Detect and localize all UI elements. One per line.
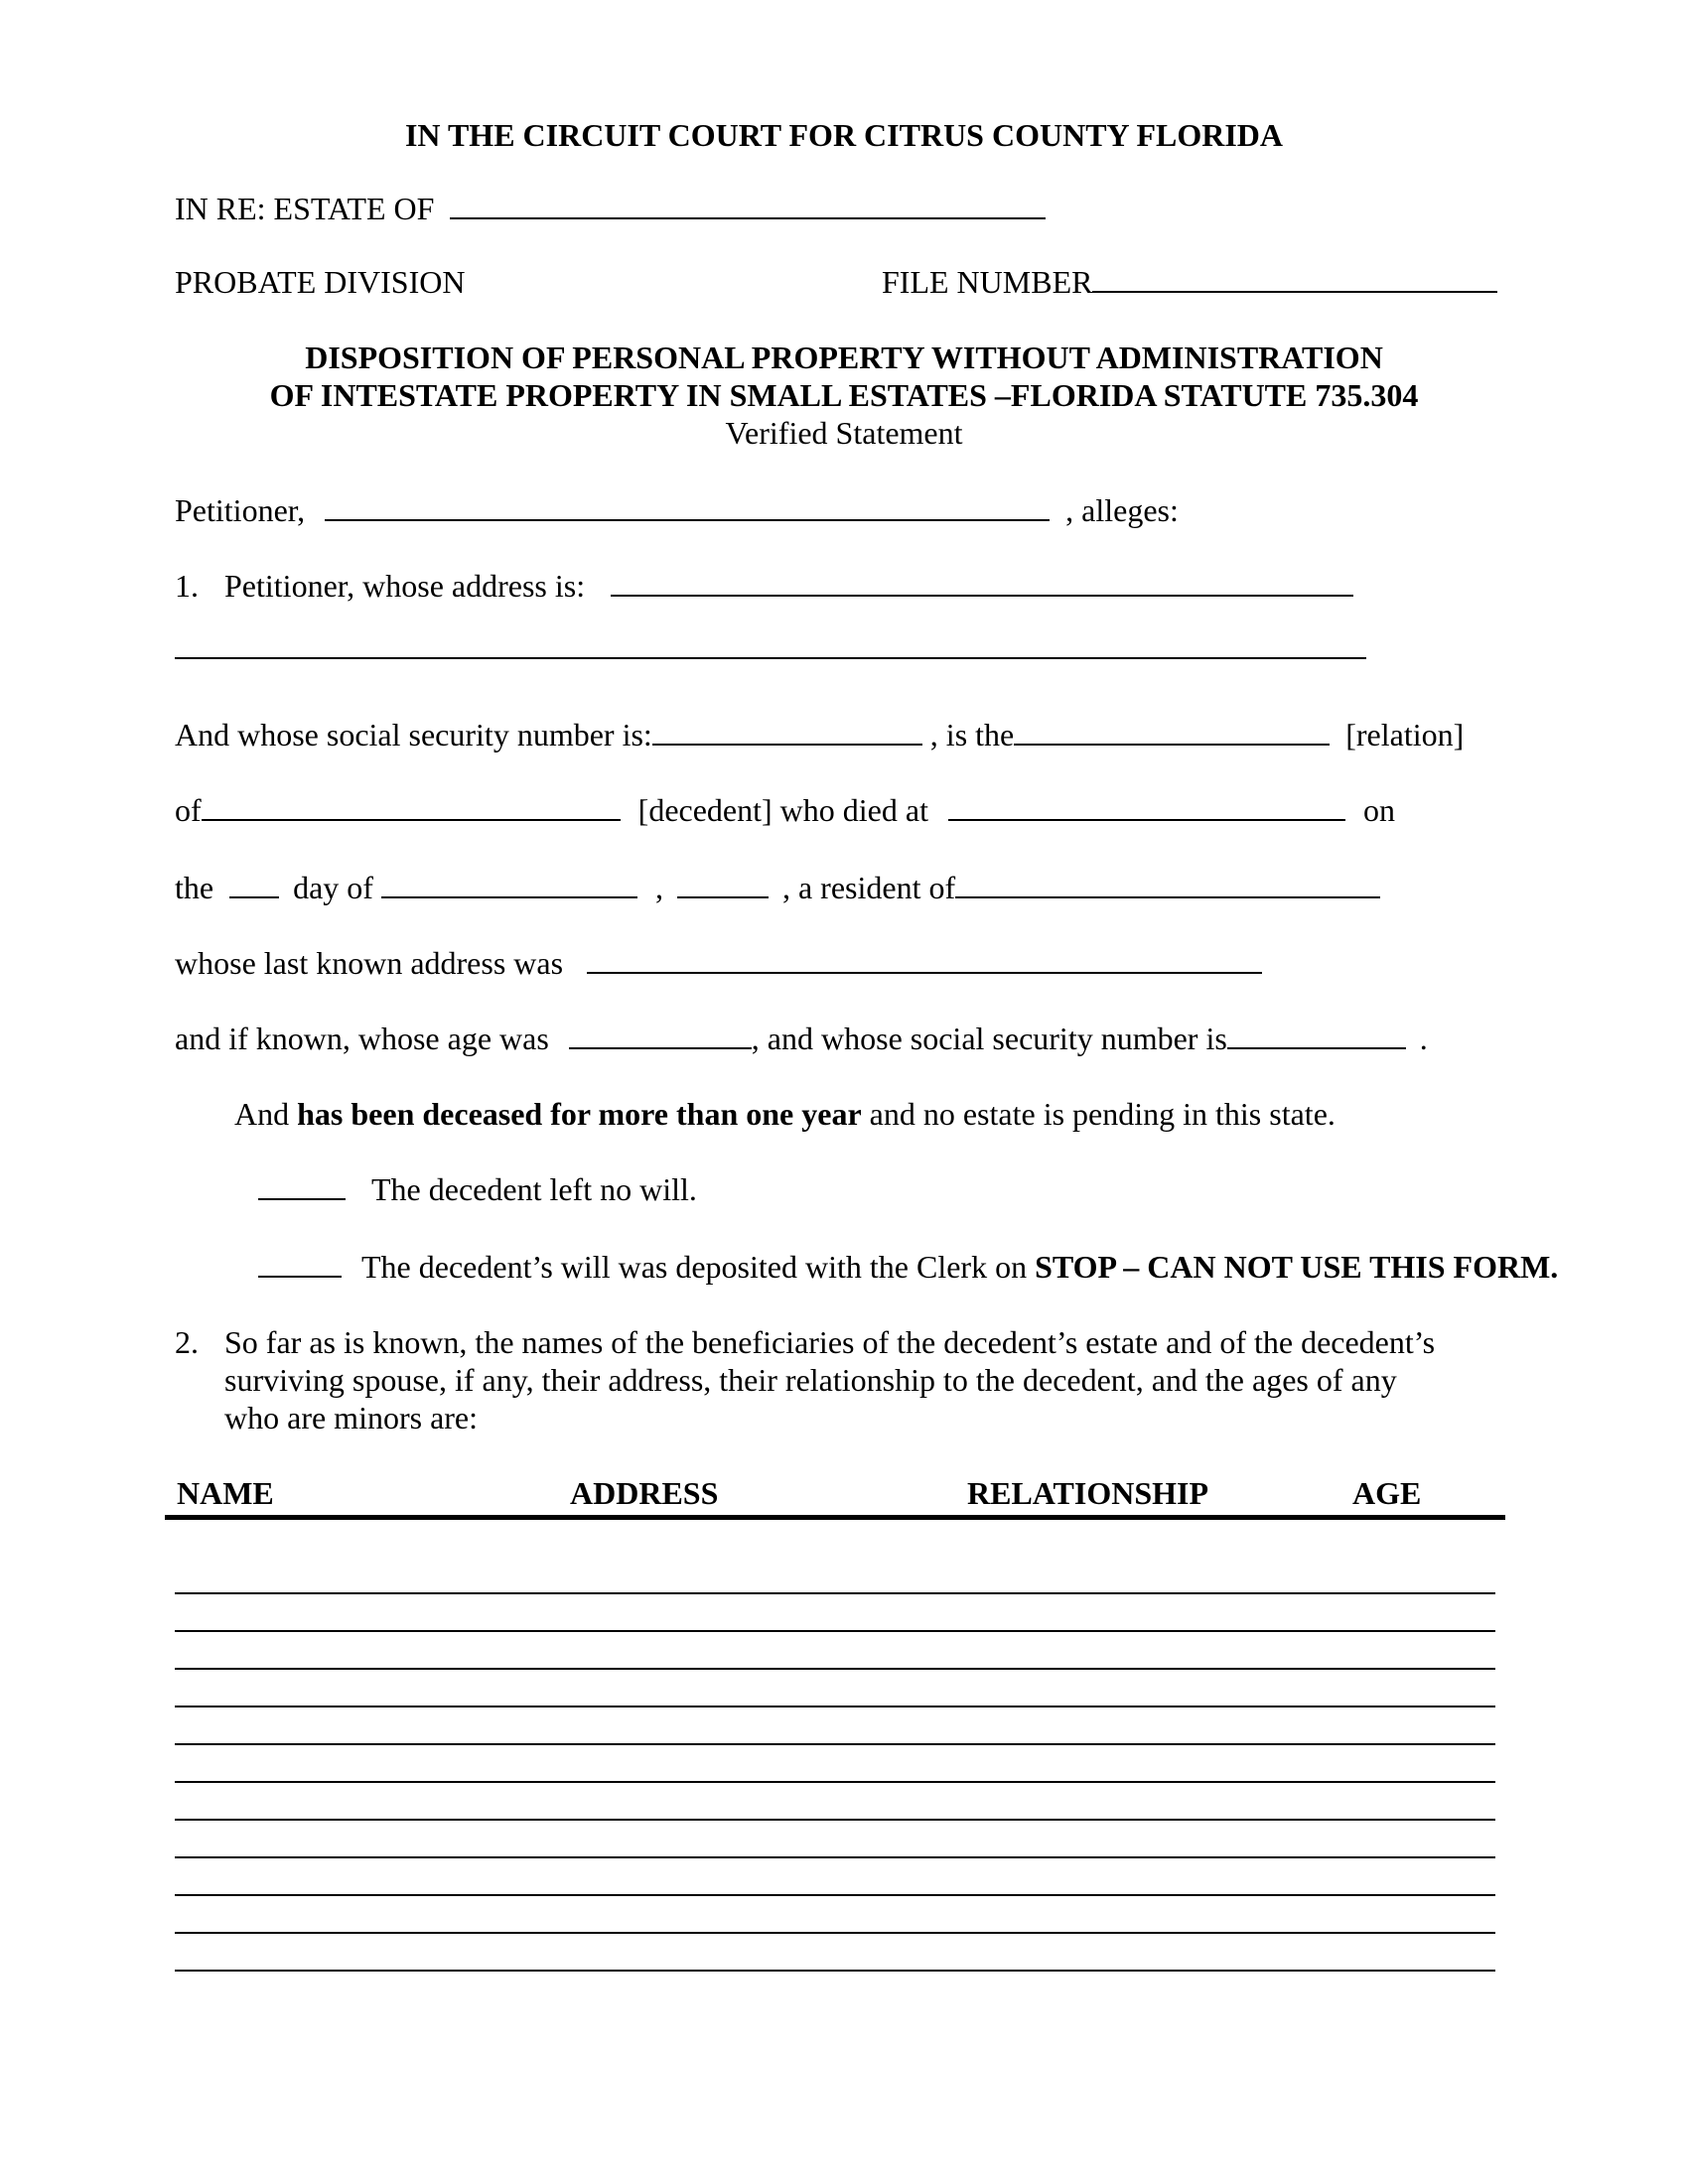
death-place-field[interactable] (948, 793, 1345, 821)
decedent-age-field[interactable] (569, 1022, 752, 1049)
col-header-age: AGE (1352, 1475, 1422, 1511)
petitioner-name-field[interactable] (325, 493, 1050, 521)
beneficiary-row[interactable] (175, 1781, 1495, 1783)
file-number-field[interactable] (1092, 265, 1497, 293)
item2-text-line2: surviving spouse, if any, their address, their relationship to the decedent, and the ages of any (224, 1362, 1397, 1398)
no-will-text: The decedent left no will. (371, 1171, 697, 1207)
death-year-field[interactable] (677, 871, 769, 898)
last-address-label: whose last known address was (175, 945, 564, 981)
of-text: of (175, 792, 202, 828)
petitioner-line (175, 492, 1179, 528)
item1-address-line (224, 568, 1353, 604)
residence-field[interactable] (955, 871, 1380, 898)
date-line (175, 870, 1380, 905)
estate-name-field[interactable] (450, 192, 1046, 219)
decedent-name-field[interactable] (202, 793, 621, 821)
petitioner-address-field[interactable] (611, 569, 1353, 597)
deceased-statement (234, 1096, 1336, 1132)
period-text: . (1419, 1021, 1428, 1056)
deceased-prefix: And (234, 1096, 290, 1132)
petitioner-address-field-2[interactable] (175, 657, 1366, 659)
will-text: The decedent’s will was deposited with the Clerk on (361, 1249, 1028, 1285)
ssn2-label: , and whose social security number is (751, 1021, 1227, 1056)
last-address-line (175, 945, 1262, 981)
form-title-line2: OF INTESTATE PROPERTY IN SMALL ESTATES –FLORIDA STATUTE 735.304 (269, 377, 1419, 413)
beneficiary-row[interactable] (175, 1856, 1495, 1858)
on-text: on (1362, 792, 1395, 828)
petitioner-label: Petitioner, (175, 492, 306, 528)
relation-field[interactable] (1014, 718, 1330, 746)
form-title-line1: DISPOSITION OF PERSONAL PROPERTY WITHOUT ADMINISTRATION (305, 340, 1383, 375)
estate-label: IN RE: ESTATE OF (175, 191, 435, 226)
death-month-field[interactable] (381, 871, 637, 898)
estate-line (175, 191, 1046, 226)
address-label: Petitioner, whose address is: (224, 568, 586, 604)
alleges-text: , alleges: (1065, 492, 1179, 528)
col-header-name: NAME (177, 1475, 274, 1511)
beneficiary-row[interactable] (175, 1819, 1495, 1821)
item2-text-line1: So far as is known, the names of the beneficiaries of the decedent’s estate and of the decedent’s (224, 1324, 1436, 1360)
day-of-text: day of (293, 870, 373, 905)
item2-num: 2. (175, 1324, 199, 1360)
deceased-bold: has been deceased for more than one year (297, 1096, 862, 1132)
died-at-text: [decedent] who died at (637, 792, 928, 828)
decedent-ssn-field[interactable] (1227, 1022, 1406, 1049)
will-checkbox[interactable] (258, 1250, 342, 1278)
stop-warning: STOP – CAN NOT USE THIS FORM. (1035, 1249, 1559, 1285)
ssn-line (175, 717, 1464, 752)
no-will-checkbox[interactable] (258, 1172, 346, 1200)
resident-of-text: , a resident of (781, 870, 956, 905)
form-subtitle: Verified Statement (725, 415, 963, 451)
comma-text: , (654, 870, 663, 905)
beneficiary-row[interactable] (175, 1970, 1495, 1972)
table-header-rule (165, 1515, 1505, 1520)
file-number-line (882, 264, 1497, 300)
petitioner-ssn-field[interactable] (652, 718, 922, 746)
age-line (175, 1021, 1428, 1056)
file-number-label: FILE NUMBER (882, 264, 1093, 300)
the-text: the (175, 870, 214, 905)
death-day-field[interactable] (229, 871, 279, 898)
court-heading: IN THE CIRCUIT COURT FOR CITRUS COUNTY FLORIDA (404, 117, 1284, 153)
beneficiary-row[interactable] (175, 1706, 1495, 1707)
deceased-suffix: and no estate is pending in this state. (869, 1096, 1336, 1132)
age-label: and if known, whose age was (175, 1021, 549, 1056)
item1-num: 1. (175, 568, 199, 604)
beneficiary-row[interactable] (175, 1630, 1495, 1632)
ssn-label: And whose social security number is: (175, 717, 652, 752)
beneficiary-row[interactable] (175, 1592, 1495, 1594)
last-address-field[interactable] (587, 946, 1262, 974)
col-header-relationship: RELATIONSHIP (967, 1475, 1209, 1511)
relation-label: [relation] (1345, 717, 1465, 752)
col-header-address: ADDRESS (570, 1475, 719, 1511)
beneficiary-row[interactable] (175, 1932, 1495, 1934)
beneficiary-row[interactable] (175, 1743, 1495, 1745)
item2-text-line3: who are minors are: (224, 1400, 479, 1435)
division-label: PROBATE DIVISION (175, 264, 466, 300)
beneficiary-row[interactable] (175, 1894, 1495, 1896)
decedent-line (175, 792, 1395, 828)
is-the-text: , is the (929, 717, 1015, 752)
option-no-will (258, 1171, 697, 1207)
option-will (258, 1249, 1558, 1285)
beneficiary-row[interactable] (175, 1668, 1495, 1670)
